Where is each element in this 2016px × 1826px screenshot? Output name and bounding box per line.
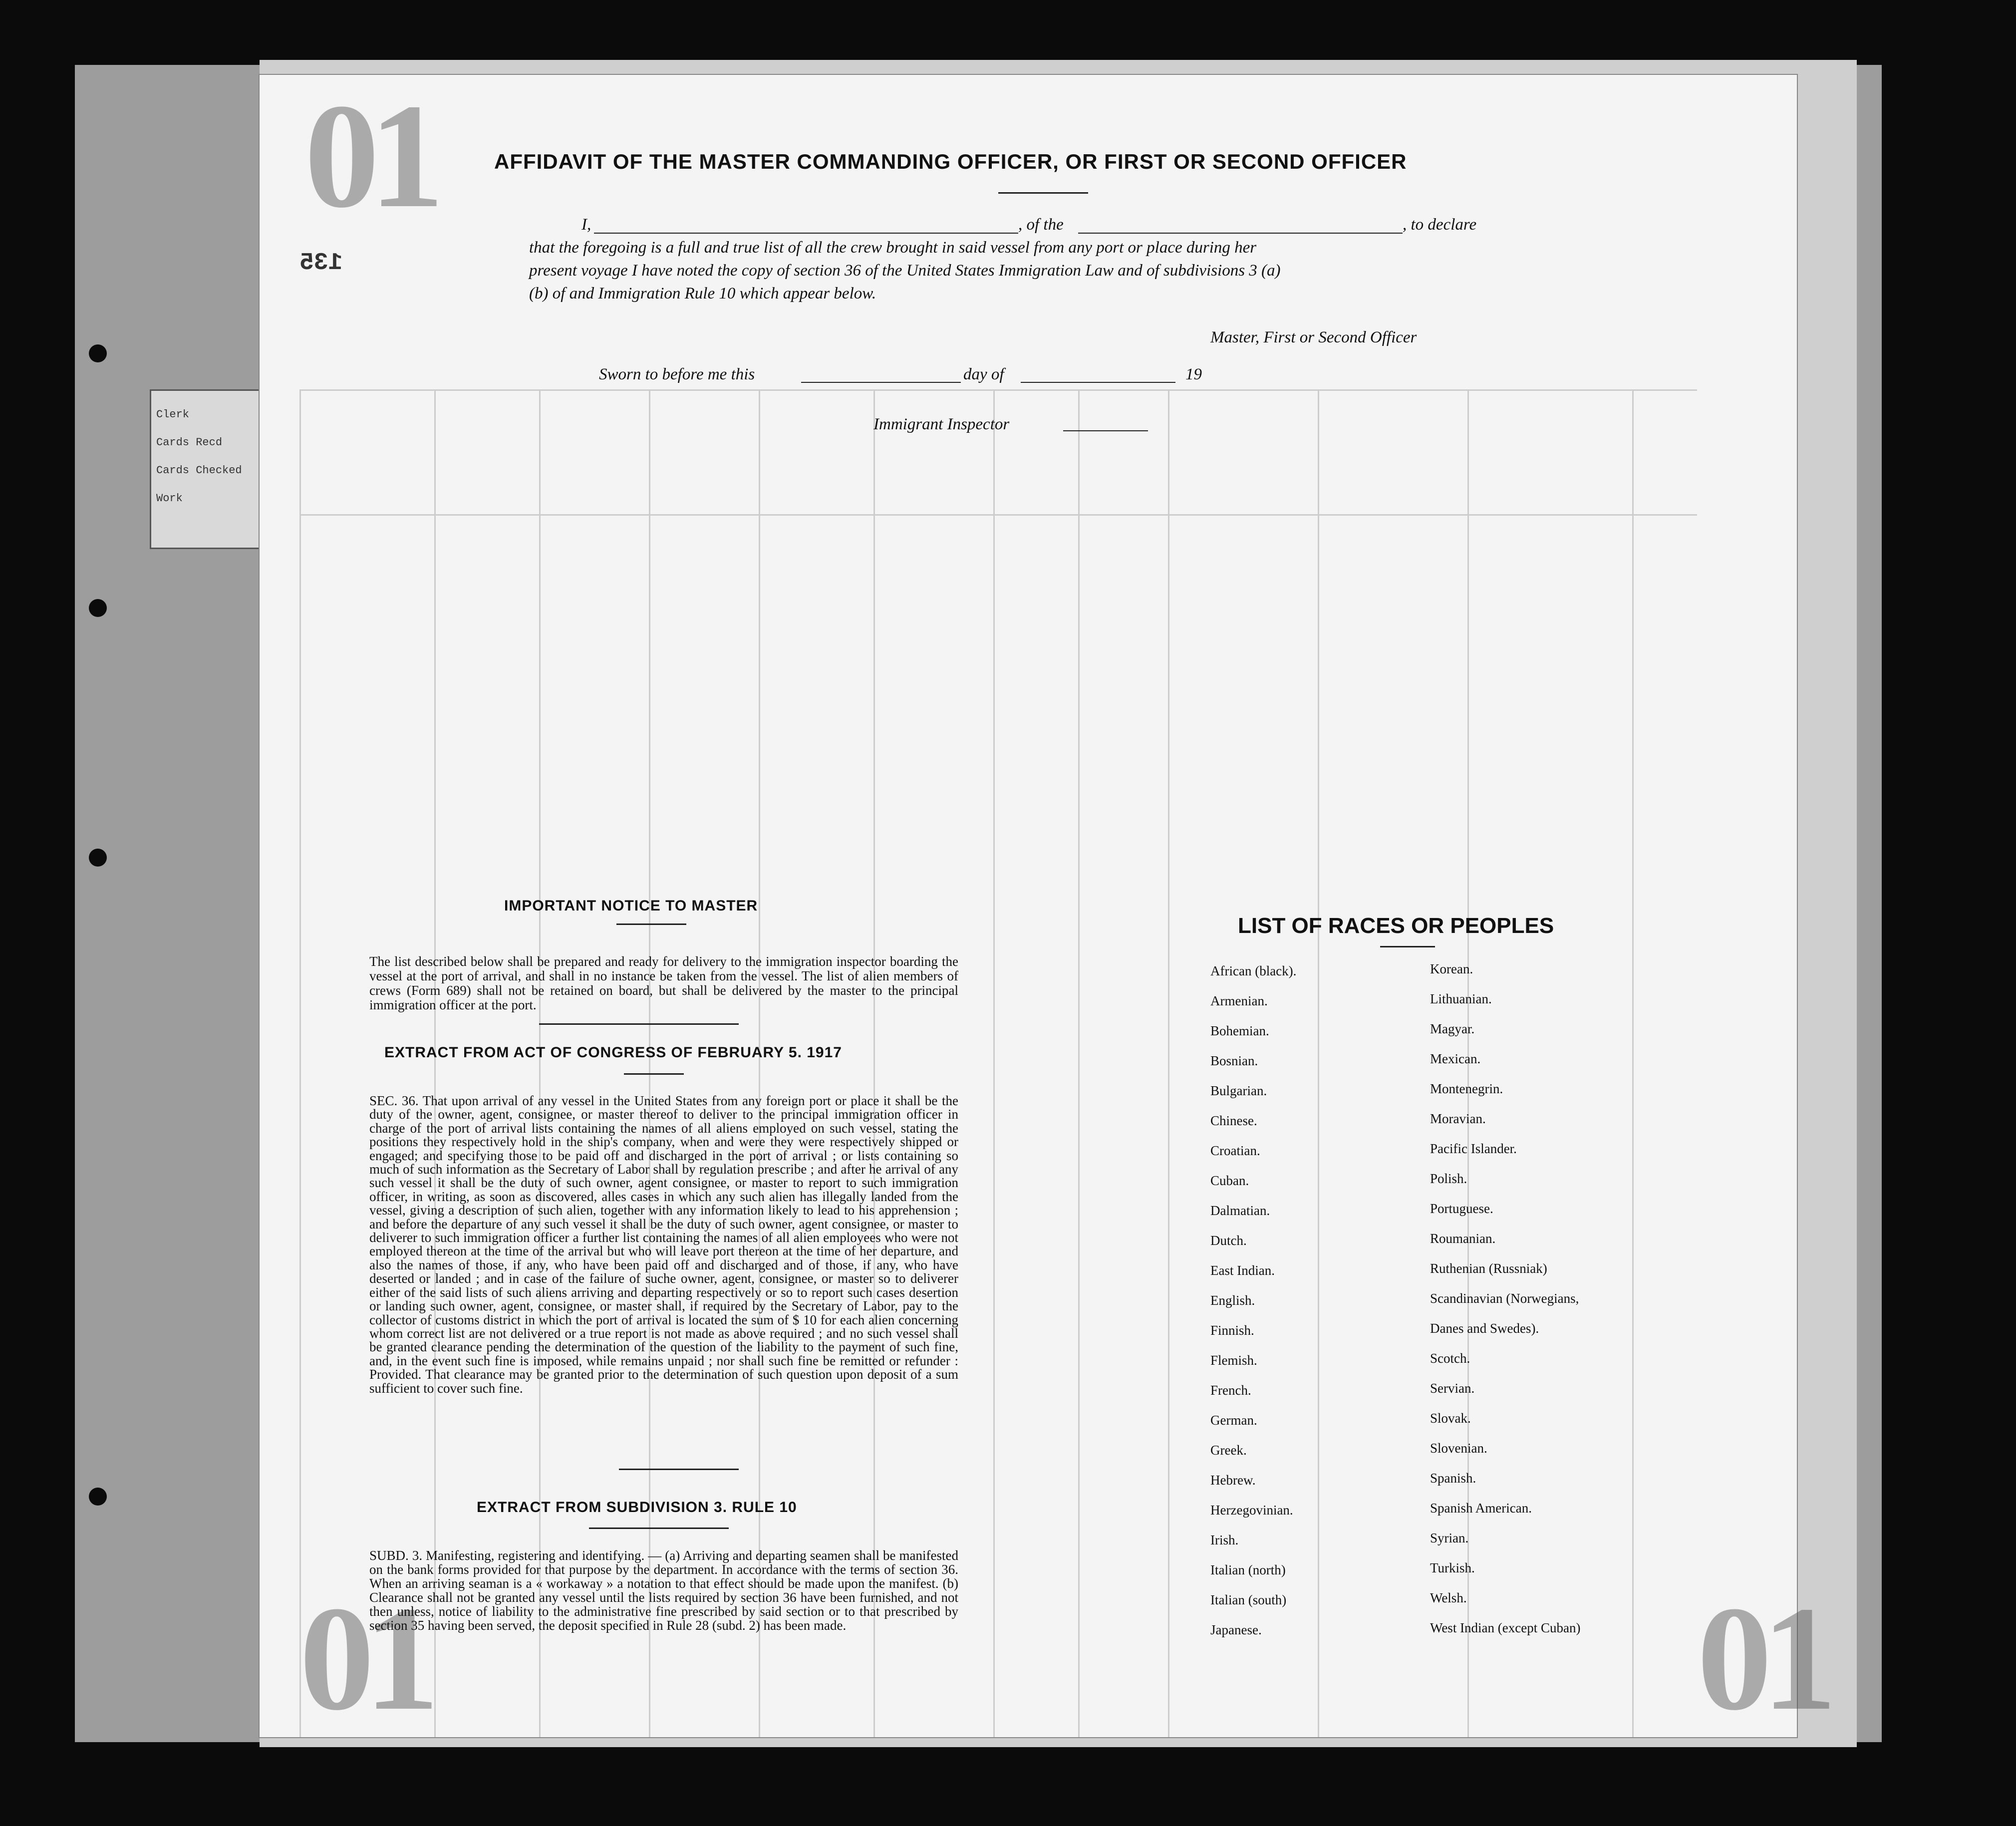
race-item: West Indian (except Cuban) bbox=[1430, 1620, 1581, 1635]
race-item: Japanese. bbox=[1210, 1622, 1262, 1637]
races-underline bbox=[1380, 946, 1435, 947]
back-form-label: Work bbox=[156, 492, 183, 505]
race-item: Korean. bbox=[1430, 961, 1473, 976]
frame-right bbox=[1897, 0, 2016, 1826]
act-extract-title: EXTRACT FROM ACT OF CONGRESS OF FEBRUARY 5. 1917 bbox=[384, 1044, 842, 1061]
race-item: Roumanian. bbox=[1430, 1231, 1496, 1246]
stamp-number-bottom-left: 01 bbox=[299, 1575, 429, 1741]
race-item: Mexican. bbox=[1430, 1051, 1481, 1066]
stamp-number-bottom-right: 01 bbox=[1697, 1575, 1827, 1741]
frame-left bbox=[0, 0, 70, 1826]
inspector-label: Immigrant Inspector bbox=[873, 415, 1010, 433]
affidavit-of-the: , of the bbox=[1018, 216, 1064, 234]
race-item: Ruthenian (Russniak) bbox=[1430, 1261, 1547, 1276]
race-item: Slovenian. bbox=[1430, 1441, 1487, 1456]
race-item: Bohemian. bbox=[1210, 1023, 1269, 1038]
race-item: Slovak. bbox=[1430, 1411, 1471, 1426]
race-item: Irish. bbox=[1210, 1532, 1239, 1547]
races-title: LIST OF RACES OR PEOPLES bbox=[1238, 913, 1554, 938]
race-item: Pacific Islander. bbox=[1430, 1141, 1517, 1156]
punch-hole bbox=[89, 849, 107, 867]
race-item: Dutch. bbox=[1210, 1233, 1247, 1248]
back-form-label: Cards Recd bbox=[156, 436, 223, 449]
rule-extract-text: SUBD. 3. Manifesting, registering and identifying. — (a) Arriving and departing seamen shall be manifested on the bank forms provided for that purpose by the department. In accordance with the terms of section 36. When an arriving seaman is a « workaway » a notation to that effect should be made upon the manifest. (b) Clearance shall not be granted any vessel until the lists required by section 36 have been furnished, and not then unless, notice of liability to the administrative fine prescribed by said section or to that prescribed by section 35 having been served, the deposit specified in Rule 28 (subd. 2) has been made. bbox=[369, 1548, 958, 1633]
sworn-label: Sworn to before me this bbox=[599, 365, 755, 383]
notice-underline bbox=[616, 923, 686, 925]
race-item: Lithuanian. bbox=[1430, 991, 1492, 1006]
stamp-number-top: 01 bbox=[304, 73, 434, 239]
name-blank bbox=[594, 233, 1018, 234]
race-item: Scotch. bbox=[1430, 1351, 1470, 1366]
race-item: Hebrew. bbox=[1210, 1473, 1256, 1488]
affidavit-line-2: that the foregoing is a full and true list of all the crew brought in said vessel from any port or place during her bbox=[529, 239, 1257, 257]
affidavit-line-3: present voyage I have noted the copy of section 36 of the United States Immigration Law and of subdivisions 3 (a) bbox=[529, 262, 1281, 280]
race-item: Servian. bbox=[1430, 1381, 1475, 1396]
race-item: Scandinavian (Norwegians, bbox=[1430, 1291, 1579, 1306]
day-of-label: day of bbox=[963, 365, 1004, 383]
race-item: Italian (south) bbox=[1210, 1592, 1287, 1607]
back-form-label: Cards Checked bbox=[156, 464, 242, 477]
race-item: African (black). bbox=[1210, 963, 1297, 978]
race-item: Croatian. bbox=[1210, 1143, 1260, 1158]
race-item: Turkish. bbox=[1430, 1560, 1475, 1575]
race-item: Herzegovinian. bbox=[1210, 1503, 1293, 1518]
race-item: Syrian. bbox=[1430, 1530, 1469, 1545]
day-blank bbox=[801, 382, 961, 383]
race-item: Welsh. bbox=[1430, 1590, 1467, 1605]
punch-hole bbox=[89, 344, 107, 362]
affidavit-title: AFFIDAVIT OF THE MASTER COMMANDING OFFICER, OR FIRST OR SECOND OFFICER bbox=[494, 150, 1407, 173]
back-form-label: Clerk bbox=[156, 408, 190, 421]
notice-divider bbox=[539, 1023, 739, 1025]
act-extract-text: SEC. 36. That upon arrival of any vessel in the United States from any foreign port or place it shall be the duty of the owner, agent, consignee, or master thereof to deliver to the principal immigration officer in charge of the port of arrival lists containing the names of all aliens employed on such vessel, stating the positions they respectively hold in the ship's company, when and were they were respectively shipped or engaged; and specifying those to be paid off and discharged in the port of arrival ; or lists containing so much of such information as the Secretary of Labor shall by regulation prescribe ; and after he arrival of any such vessel it shall be the duty of such owner, agent consignee, or master to report to such immigration officer, in writing, as soon as discovered, alles cases in which any such alien has illegally landed from the vessel, giving a description of such alien, together with any information likely to lead to his apprehension ; and before the departure of any such vessel it shall be the duty of such owner, agent consignee, or master to deliverer to such immigration officer a further list containing the names of all alien employees who were not employed thereon at the time of the arrival but who will leave port thereon at the time of her departure, and also the names of those, if any, who have been paid off and discharged and of those, if any, who have deserted or landed ; and in case of the failure of suche owner, agent, consignee, or master so to deliverer either of the said lists of such aliens arriving and departing respectively or so to report such cases desertion or landing such owner, agent, consignee, or master shall, if required by the Secretary of Labor, pay to the collector of customs district in which the port of arrival is located the sum of $ 10 for each alien concerning whom correct list are not delivered or a true report is not made as above required ; and no such vessel shall be granted clearance pending the determination of the question of the liability to the payment of such fine, and, in the event such fine is imposed, while remains unpaid ; nor shall such fine be remitted or refunder : Provided. That clearance may be granted prior to the determination of such question upon deposit of a sum sufficient to cover such fine. bbox=[369, 1093, 958, 1396]
race-item: Dalmatian. bbox=[1210, 1203, 1270, 1218]
race-item: East Indian. bbox=[1210, 1263, 1275, 1278]
act-divider bbox=[619, 1469, 739, 1470]
race-item: Bulgarian. bbox=[1210, 1083, 1267, 1098]
rule-extract-title: EXTRACT FROM SUBDIVISION 3. RULE 10 bbox=[477, 1499, 797, 1516]
race-item: Portuguese. bbox=[1430, 1201, 1493, 1216]
race-item: Danes and Swedes). bbox=[1430, 1321, 1539, 1336]
frame-top bbox=[0, 0, 2016, 60]
race-item: Armenian. bbox=[1210, 993, 1268, 1008]
affidavit-page bbox=[260, 75, 1797, 1737]
race-item: Finnish. bbox=[1210, 1323, 1254, 1338]
race-item: Moravian. bbox=[1430, 1111, 1486, 1126]
year-label: 19 bbox=[1185, 365, 1202, 383]
race-item: Greek. bbox=[1210, 1443, 1247, 1458]
race-item: Flemish. bbox=[1210, 1353, 1257, 1368]
month-blank bbox=[1021, 382, 1175, 383]
race-item: Polish. bbox=[1430, 1171, 1467, 1186]
back-form-card bbox=[150, 389, 265, 549]
race-item: French. bbox=[1210, 1383, 1251, 1398]
punch-hole bbox=[89, 1488, 107, 1506]
race-item: Spanish American. bbox=[1430, 1501, 1532, 1516]
race-item: Cuban. bbox=[1210, 1173, 1249, 1188]
race-item: Spanish. bbox=[1430, 1471, 1476, 1486]
side-number: 135 bbox=[299, 250, 343, 277]
race-item: German. bbox=[1210, 1413, 1257, 1428]
frame-bottom bbox=[0, 1747, 2016, 1826]
vessel-blank bbox=[1078, 233, 1403, 234]
race-item: Bosnian. bbox=[1210, 1053, 1258, 1068]
affidavit-line-4: (b) of and Immigration Rule 10 which appear below. bbox=[529, 285, 876, 303]
rule-underline bbox=[589, 1527, 729, 1529]
title-underline bbox=[998, 192, 1088, 194]
race-item: Chinese. bbox=[1210, 1113, 1257, 1128]
master-signature-label: Master, First or Second Officer bbox=[1210, 328, 1417, 346]
race-item: Italian (north) bbox=[1210, 1562, 1286, 1577]
race-item: Magyar. bbox=[1430, 1021, 1475, 1036]
inspector-blank bbox=[1063, 430, 1148, 431]
act-underline bbox=[624, 1073, 684, 1075]
affidavit-i: I, bbox=[581, 216, 591, 234]
race-item: English. bbox=[1210, 1293, 1255, 1308]
race-item: Montenegrin. bbox=[1430, 1081, 1503, 1096]
punch-hole bbox=[89, 599, 107, 617]
affidavit-to-declare: , to declare bbox=[1403, 216, 1477, 234]
notice-title: IMPORTANT NOTICE TO MASTER bbox=[504, 898, 758, 914]
notice-text: The list described below shall be prepared and ready for delivery to the immigration inspector boarding the vessel at the port of arrival, and shall in no instance be taken from the vessel. The list of alien members of crews (Form 689) shall not be retained on board, but shall be delivered by the master to the principal immigration officer at the port. bbox=[369, 954, 958, 1012]
